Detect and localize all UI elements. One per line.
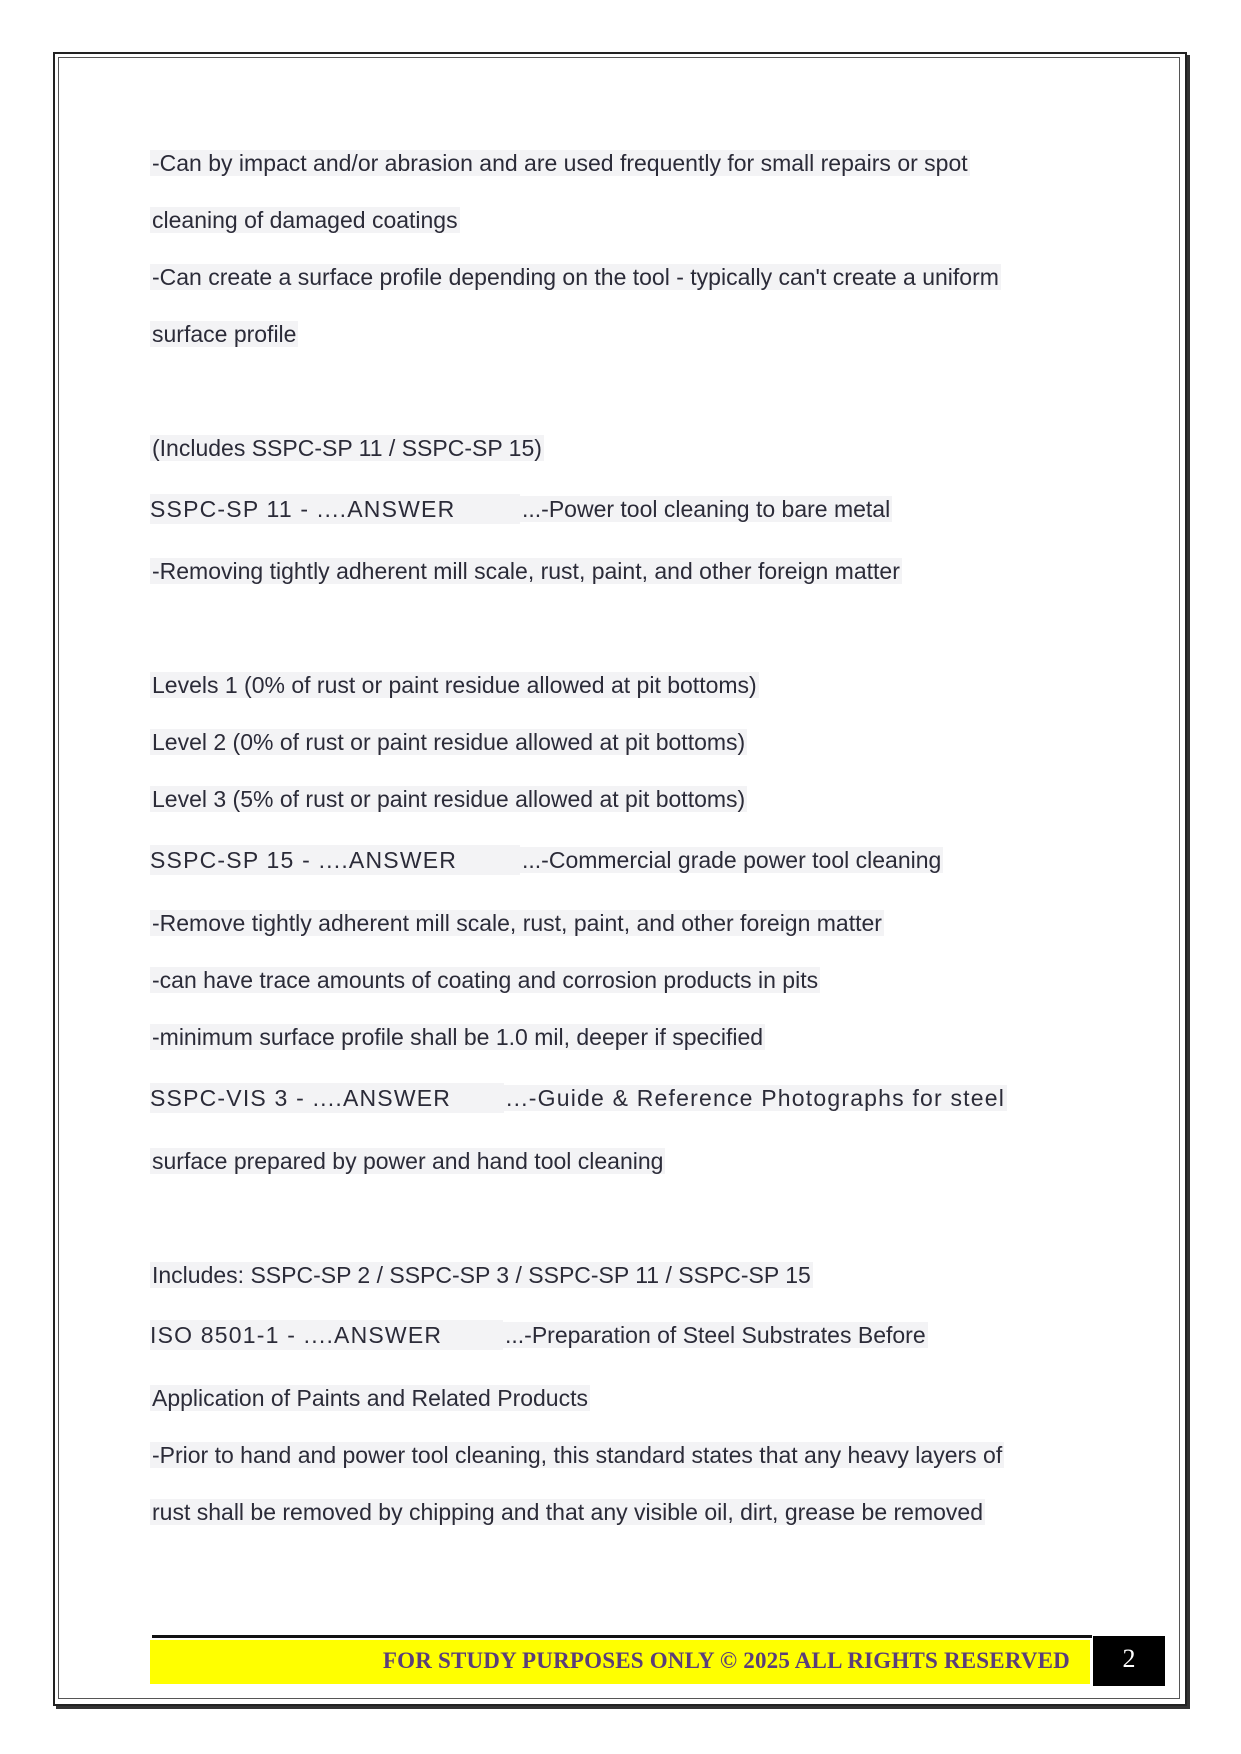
- footer-divider: [152, 1635, 1092, 1638]
- footer-copyright: FOR STUDY PURPOSES ONLY © 2025 ALL RIGHTS RESERVED: [382, 1648, 1070, 1673]
- text-line-content: surface prepared by power and hand tool cleaning: [152, 1148, 664, 1174]
- text-line-content: cleaning of damaged coatings: [152, 207, 458, 233]
- text-line: [150, 148, 970, 178]
- text-line: [150, 1383, 590, 1413]
- qa-term: SSPC-SP 15 - ....ANSWER: [150, 845, 520, 875]
- text-line: [150, 1146, 665, 1176]
- qa-item: [150, 494, 892, 524]
- text-line-content: Level 3 (5% of rust or paint residue allowed at pit bottoms): [152, 786, 746, 812]
- text-line: [150, 205, 460, 235]
- text-line: [150, 319, 298, 349]
- qa-term: ISO 8501-1 - ....ANSWER: [150, 1320, 503, 1350]
- qa-item: [150, 1320, 928, 1350]
- qa-term: SSPC-SP 11 - ....ANSWER: [150, 494, 520, 524]
- qa-answer: ...-Guide & Reference Photographs for steel: [506, 1085, 1006, 1111]
- qa-answer: ...-Power tool cleaning to bare metal: [522, 496, 891, 522]
- text-line: [150, 1440, 1004, 1470]
- text-line-content: Includes: SSPC-SP 2 / SSPC-SP 3 / SSPC-SP 11 / SSPC-SP 15: [152, 1262, 811, 1288]
- qa-item: [150, 845, 943, 875]
- qa-answer: ...-Commercial grade power tool cleaning: [522, 847, 942, 873]
- text-line: [150, 908, 884, 938]
- text-line-content: Application of Paints and Related Products: [152, 1385, 588, 1411]
- text-line-content: surface profile: [152, 321, 297, 347]
- text-line-content: -minimum surface profile shall be 1.0 mil, deeper if specified: [152, 1024, 764, 1050]
- text-line: [150, 433, 544, 463]
- text-line: [150, 556, 902, 586]
- qa-answer: ...-Preparation of Steel Substrates Before: [505, 1322, 926, 1348]
- text-line-content: -can have trace amounts of coating and corrosion products in pits: [152, 967, 819, 993]
- text-line-content: -Remove tightly adherent mill scale, rust, paint, and other foreign matter: [152, 910, 882, 936]
- text-line: [150, 965, 820, 995]
- qa-item: [150, 1083, 1007, 1113]
- qa-term: SSPC-VIS 3 - ....ANSWER: [150, 1083, 504, 1113]
- text-line-content: Levels 1 (0% of rust or paint residue allowed at pit bottoms): [152, 672, 757, 698]
- text-line-content: rust shall be removed by chipping and that any visible oil, dirt, grease be removed: [152, 1499, 984, 1525]
- text-line-content: (Includes SSPC-SP 11 / SSPC-SP 15): [152, 435, 542, 461]
- text-line: [150, 727, 747, 757]
- text-line: [150, 1260, 813, 1290]
- page-number: 2: [1093, 1636, 1165, 1686]
- text-line: [150, 784, 747, 814]
- text-line: [150, 670, 759, 700]
- text-line-content: -Removing tightly adherent mill scale, rust, paint, and other foreign matter: [152, 558, 900, 584]
- text-line-content: -Can by impact and/or abrasion and are used frequently for small repairs or spot: [152, 150, 968, 176]
- text-line: [150, 1497, 985, 1527]
- text-line: [150, 262, 1001, 292]
- text-line: [150, 1022, 765, 1052]
- text-line-content: Level 2 (0% of rust or paint residue allowed at pit bottoms): [152, 729, 746, 755]
- text-line-content: -Prior to hand and power tool cleaning, this standard states that any heavy layers of: [152, 1442, 1003, 1468]
- text-line-content: -Can create a surface profile depending on the tool - typically can't create a uniform: [152, 264, 999, 290]
